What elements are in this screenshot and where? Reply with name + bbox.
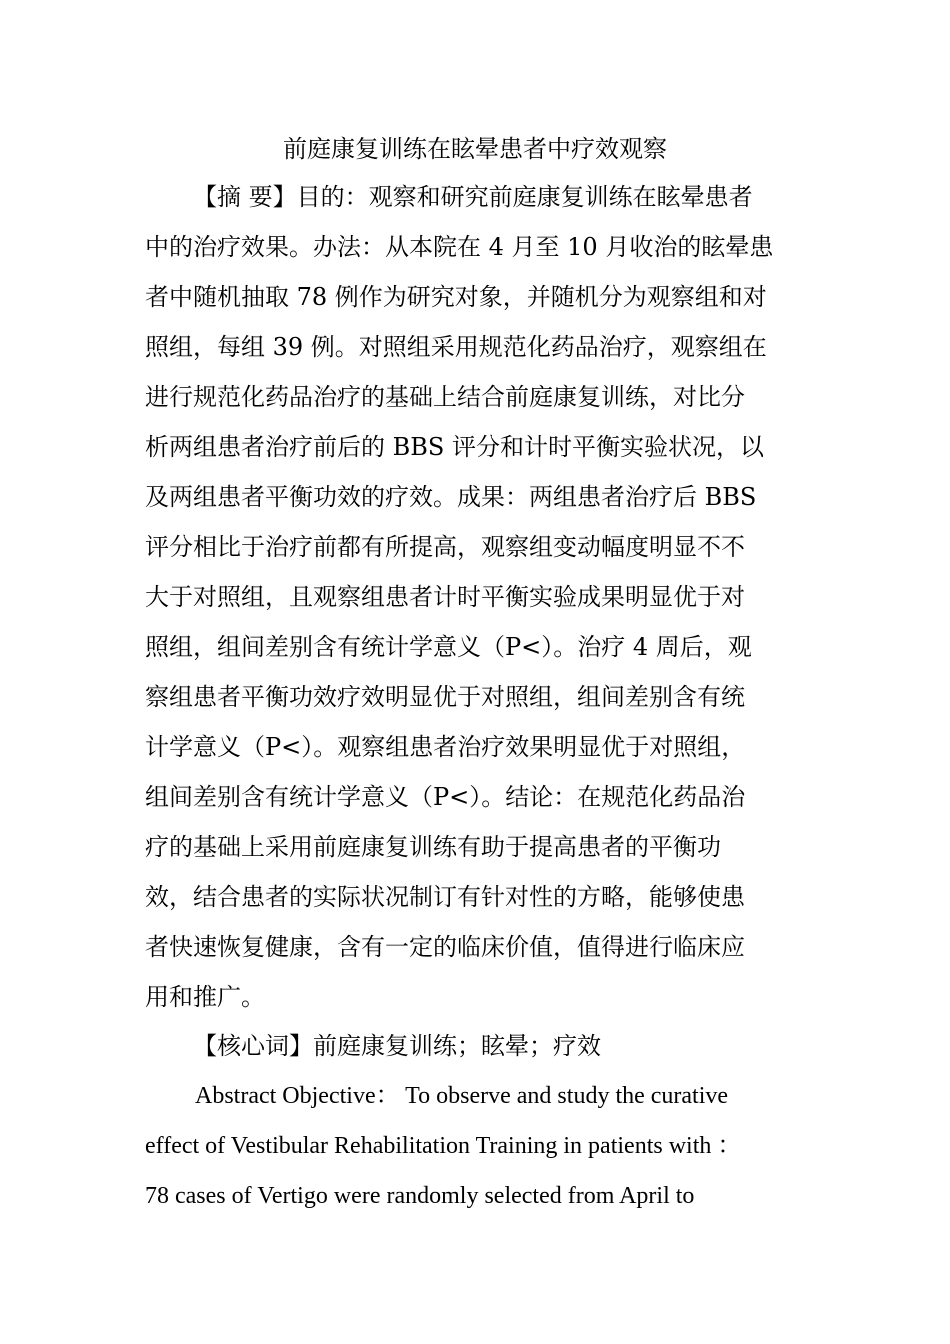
abstract-text: 目的：观察和研究前庭康复训练在眩晕患者 bbox=[296, 183, 753, 211]
abstract-line: 察组患者平衡功效疗效明显优于对照组，组间差别含有统 bbox=[145, 683, 745, 711]
abstract-line: 中的治疗效果。办法：从本院在 4 月至 10 月收治的眩晕患 bbox=[145, 233, 774, 261]
abstract-line: 进行规范化药品治疗的基础上结合前庭康复训练，对比分 bbox=[145, 383, 745, 411]
keywords-text: 前庭康复训练；眩晕；疗效 bbox=[313, 1032, 601, 1060]
abstract-line: 析两组患者治疗前后的 BBS 评分和计时平衡实验状况，以 bbox=[145, 433, 764, 461]
english-abstract-line: Abstract Objective： To observe and study the curative bbox=[195, 1083, 729, 1109]
abstract-line: 效，结合患者的实际状况制订有针对性的方略，能够使患 bbox=[145, 883, 745, 911]
abstract-line: 疗的基础上采用前庭康复训练有助于提高患者的平衡功 bbox=[145, 833, 721, 861]
abstract-line: 组间差别含有统计学意义（P<）。结论：在规范化药品治 bbox=[145, 783, 746, 811]
abstract-line-1 bbox=[193, 180, 753, 214]
document-title: 前庭康复训练在眩晕患者中疗效观察 bbox=[283, 135, 667, 163]
abstract-line: 者快速恢复健康，含有一定的临床价值，值得进行临床应 bbox=[145, 933, 745, 961]
abstract-line: 计学意义（P<）。观察组患者治疗效果明显优于对照组， bbox=[145, 733, 746, 761]
abstract-line: 评分相比于治疗前都有所提高，观察组变动幅度明显不不 bbox=[145, 533, 745, 561]
english-abstract-line: 78 cases of Vertigo were randomly selected from April to bbox=[145, 1183, 695, 1209]
abstract-label: 【摘 要】 bbox=[193, 183, 297, 211]
abstract-line: 及两组患者平衡功效的疗效。成果：两组患者治疗后 BBS bbox=[145, 483, 757, 511]
abstract-line: 大于对照组，且观察组患者计时平衡实验成果明显优于对 bbox=[145, 583, 745, 611]
abstract-line: 用和推广。 bbox=[145, 983, 265, 1011]
abstract-line: 照组，每组 39 例。对照组采用规范化药品治疗，观察组在 bbox=[145, 333, 767, 361]
abstract-line: 照组，组间差别含有统计学意义（P<）。治疗 4 周后，观 bbox=[145, 633, 752, 661]
abstract-line: 者中随机抽取 78 例作为研究对象，并随机分为观察组和对 bbox=[145, 283, 767, 311]
keywords-line bbox=[193, 1029, 601, 1063]
english-abstract-line: effect of Vestibular Rehabilitation Training in patients with ： bbox=[145, 1133, 742, 1159]
keywords-label: 【核心词】 bbox=[193, 1032, 313, 1060]
